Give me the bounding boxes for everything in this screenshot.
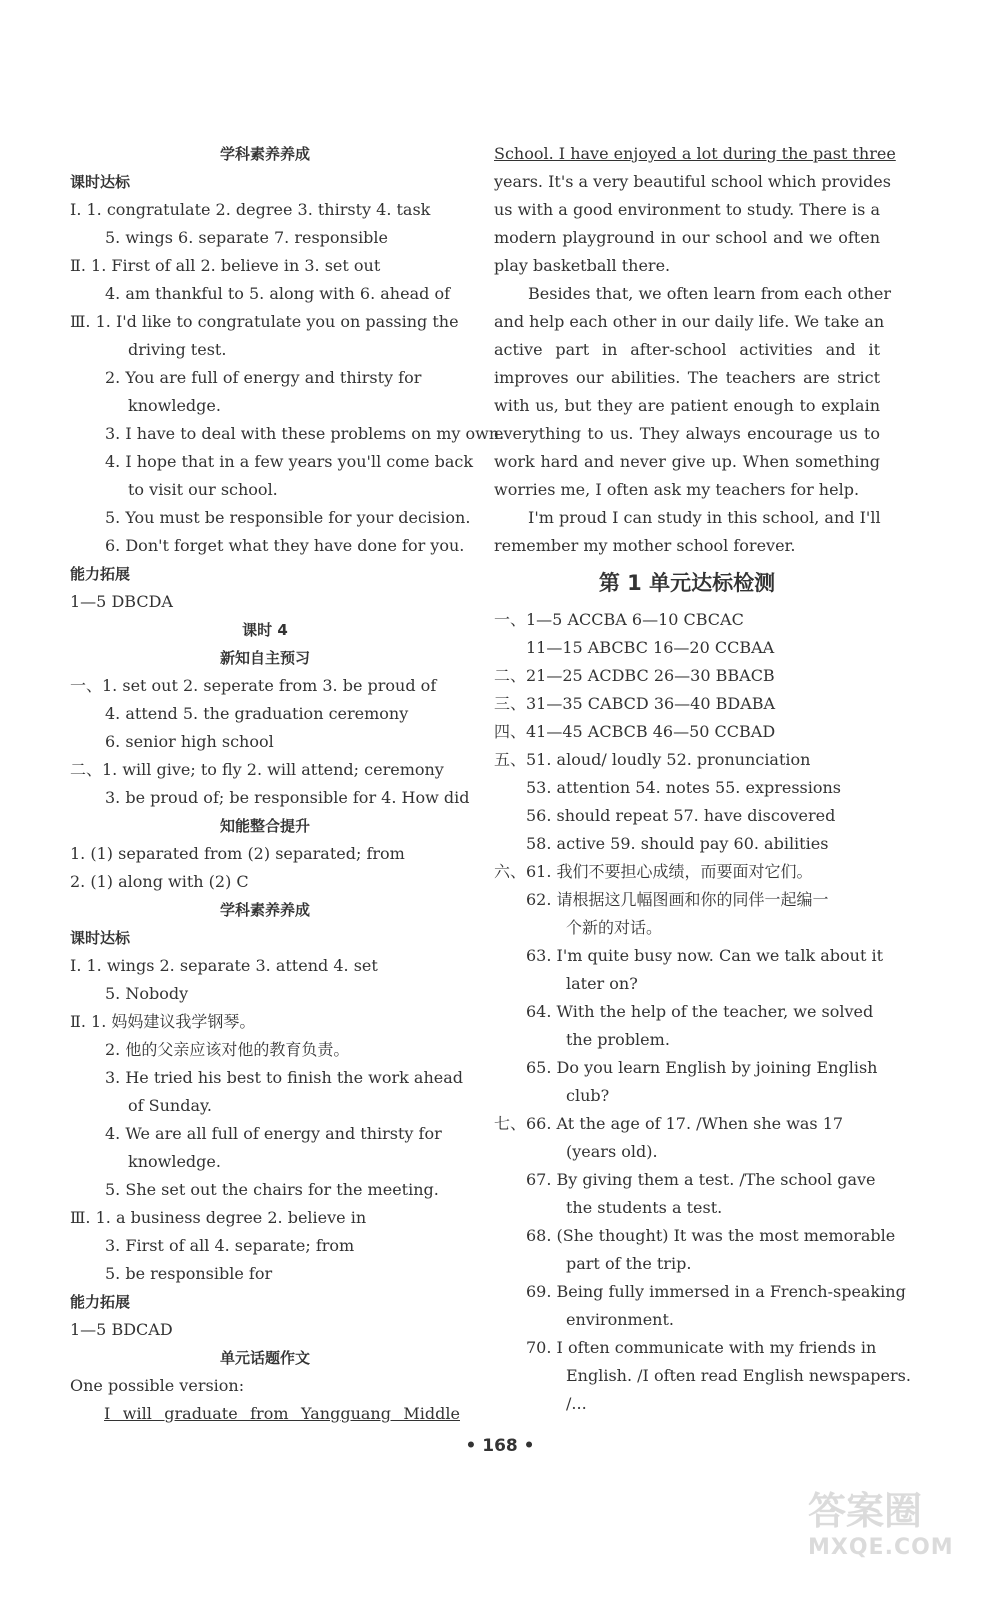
left-line: 2. (1) along with (2) C [70, 872, 249, 891]
right-line: play basketball there. [494, 256, 671, 275]
right-line: 个新的对话。 [566, 918, 663, 937]
right-line: School. I have enjoyed a lot during the past three [494, 144, 896, 163]
right-line: 53. attention 54. notes 55. expressions [526, 778, 842, 797]
right-line: 三、31—35 CABCD 36—40 BDABA [494, 694, 776, 713]
right-line: us with a good environment to study. There is a [494, 200, 880, 219]
right-line: 68. (She thought) It was the most memorable [526, 1226, 896, 1245]
left-line: 6. Don't forget what they have done for you. [105, 536, 465, 555]
left-line: 1. (1) separated from (2) separated; from [70, 844, 405, 863]
left-line: 学科素养养成 [219, 145, 310, 163]
left-line: Ⅲ. 1. a business degree 2. believe in [70, 1208, 367, 1227]
right-line: active part in after-school activities and it [494, 340, 880, 359]
right-line: club? [566, 1086, 610, 1105]
right-line: (years old). [566, 1142, 658, 1161]
left-line: 学科素养养成 [219, 901, 310, 919]
right-line: later on? [566, 974, 638, 993]
watermark-logo [808, 1480, 978, 1580]
right-column [494, 140, 911, 1418]
right-line: 五、51. aloud/ loudly 52. pronunciation [494, 750, 811, 769]
left-line: to visit our school. [128, 480, 278, 499]
right-line: everything to us. They always encourage us to [494, 424, 880, 443]
right-line: 64. With the help of the teacher, we solved [526, 1002, 874, 1021]
right-line: and help each other in our daily life. We take an [494, 312, 885, 331]
left-line: knowledge. [128, 396, 221, 415]
left-line: 3. He tried his best to finish the work ahead [105, 1068, 463, 1087]
left-line: 一、1. set out 2. seperate from 3. be proud of [70, 676, 437, 695]
left-line: 3. First of all 4. separate; from [105, 1236, 355, 1255]
left-line: 新知自主预习 [219, 649, 310, 667]
left-line: Ⅲ. 1. I'd like to congratulate you on passing the [70, 312, 459, 331]
right-line: English. /I often read English newspapers. [566, 1366, 911, 1385]
right-line: 一、1—5 ACCBA 6—10 CBCAC [494, 610, 744, 629]
left-line: 5. Nobody [105, 984, 189, 1003]
right-line: 六、61. 我们不要担心成绩，而要面对它们。 [494, 862, 813, 881]
right-line: 63. I'm quite busy now. Can we talk about it [526, 946, 884, 965]
left-line: Ⅰ. 1. wings 2. separate 3. attend 4. set [70, 956, 378, 975]
right-line: 56. should repeat 57. have discovered [526, 806, 836, 825]
page-number: • 168 • [465, 1436, 535, 1456]
left-line: 6. senior high school [105, 732, 274, 751]
right-line: 四、41—45 ACBCB 46—50 CCBAD [494, 722, 776, 741]
right-line: the students a test. [566, 1198, 723, 1217]
right-line: 65. Do you learn English by joining English [526, 1058, 878, 1077]
right-line: 70. I often communicate with my friends in [526, 1338, 877, 1357]
right-line: 67. By giving them a test. /The school gave [526, 1170, 876, 1189]
right-line: 58. active 59. should pay 60. abilities [526, 834, 829, 853]
right-line: I'm proud I can study in this school, and I'll [528, 508, 881, 527]
right-line: 第 1 单元达标检测 [598, 571, 776, 595]
right-line: with us, but they are patient enough to explain [494, 396, 880, 415]
right-line: Besides that, we often learn from each other [528, 284, 891, 303]
left-line: 5. You must be responsible for your decision. [105, 508, 471, 527]
left-line: 4. We are all full of energy and thirsty for [105, 1124, 442, 1143]
left-line: 课时达标 [70, 929, 131, 947]
right-line: environment. [566, 1310, 674, 1329]
left-line: 2. You are full of energy and thirsty for [105, 368, 422, 387]
right-line: part of the trip. [566, 1254, 692, 1273]
right-line: the problem. [566, 1030, 670, 1049]
right-line: worries me, I often ask my teachers for help. [494, 480, 860, 499]
left-line: 5. wings 6. separate 7. responsible [105, 228, 389, 247]
watermark-url: MXQE.COM [808, 1535, 954, 1560]
left-line: 1—5 DBCDA [70, 592, 173, 611]
right-line: modern playground in our school and we often [494, 228, 880, 247]
left-line: I will graduate from Yangguang Middle [104, 1404, 460, 1423]
right-line: /... [566, 1394, 587, 1413]
right-line: 62. 请根据这几幅图画和你的同伴一起编一 [526, 890, 829, 909]
left-line: Ⅱ. 1. First of all 2. believe in 3. set out [70, 256, 381, 275]
left-line: Ⅰ. 1. congratulate 2. degree 3. thirsty 4. task [70, 200, 431, 219]
left-line: 4. attend 5. the graduation ceremony [105, 704, 409, 723]
left-line: 能力拓展 [70, 1293, 131, 1311]
right-line: work hard and never give up. When something [494, 452, 880, 471]
watermark-logo-text: 答案圈 [808, 1489, 923, 1533]
right-line: 69. Being fully immersed in a French-speaking [526, 1282, 906, 1301]
left-line: 2. 他的父亲应该对他的教育负责。 [105, 1040, 350, 1059]
left-line: 3. be proud of; be responsible for 4. How did [105, 788, 470, 807]
left-line: 4. am thankful to 5. along with 6. ahead of [105, 284, 450, 303]
left-line: 课时 4 [242, 621, 288, 639]
left-line: knowledge. [128, 1152, 221, 1171]
left-line: 课时达标 [70, 173, 131, 191]
right-line: remember my mother school forever. [494, 536, 796, 555]
left-line: 3. I have to deal with these problems on my own. [105, 424, 505, 443]
left-line: of Sunday. [128, 1096, 212, 1115]
left-line: Ⅱ. 1. 妈妈建议我学钢琴。 [70, 1012, 256, 1031]
left-line: 1—5 BDCAD [70, 1320, 173, 1339]
left-line: 知能整合提升 [219, 817, 310, 835]
left-line: 二、1. will give; to fly 2. will attend; ceremony [70, 760, 444, 779]
left-line: 5. be responsible for [105, 1264, 273, 1283]
right-line: improves our abilities. The teachers are strict [494, 368, 880, 387]
left-line: driving test. [128, 340, 227, 359]
left-line: One possible version: [70, 1376, 245, 1395]
right-line: 11—15 ABCBC 16—20 CCBAA [526, 638, 775, 657]
right-line: 二、21—25 ACDBC 26—30 BBACB [494, 666, 775, 685]
left-line: 5. She set out the chairs for the meeting. [105, 1180, 439, 1199]
right-line: 七、66. At the age of 17. /When she was 17 [494, 1114, 844, 1133]
left-column [70, 140, 505, 1428]
left-line: 4. I hope that in a few years you'll come back [105, 452, 474, 471]
right-line: years. It's a very beautiful school which provides [494, 172, 891, 191]
left-line: 单元话题作文 [219, 1349, 310, 1367]
left-line: 能力拓展 [70, 565, 131, 583]
